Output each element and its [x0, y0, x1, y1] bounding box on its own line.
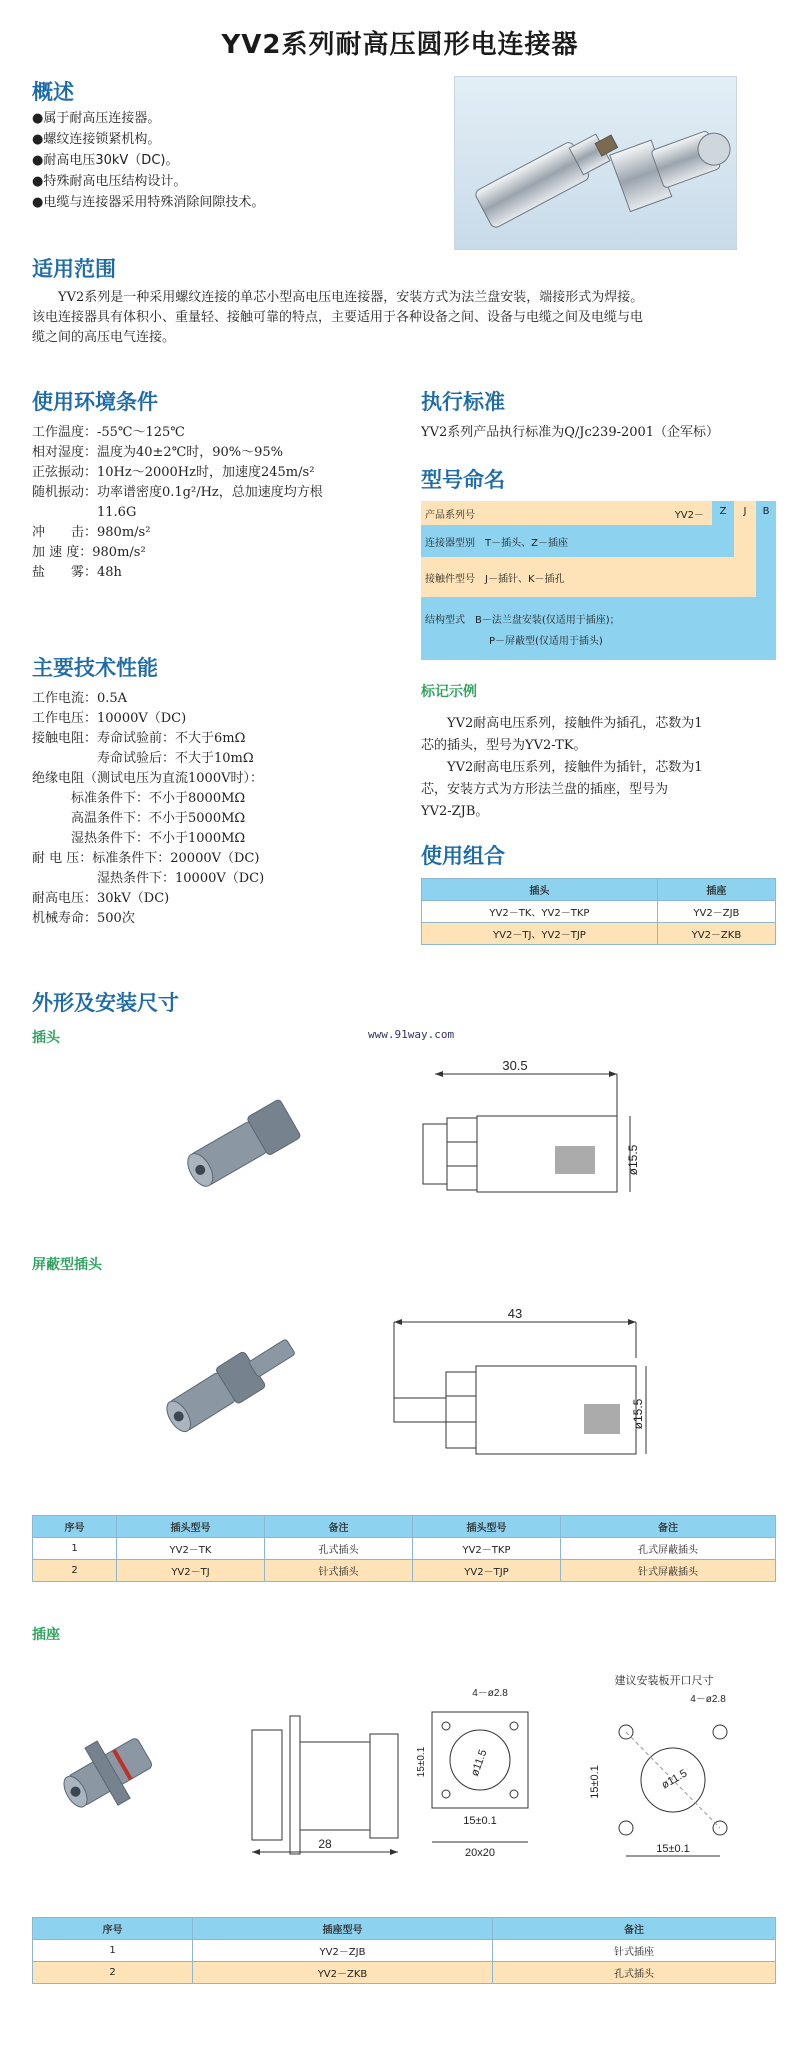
- standard-text: YV2系列产品执行标准为Q/Jc239-2001（企军标）: [421, 425, 720, 440]
- model-row-series: [421, 501, 712, 525]
- plug-dim-length: 30.5: [502, 1058, 528, 1073]
- table-cell: YV2－TJ: [117, 1560, 265, 1582]
- perf-line: 标准条件下：不小于8000MΩ: [32, 791, 246, 806]
- perf-line: 绝缘电阻（测试电压为直流1000V时）：: [32, 771, 263, 786]
- perf-line: 接触电阻：寿命试验前：不大于6mΩ: [32, 731, 246, 746]
- perf-line: 工作电流：0.5A: [32, 691, 128, 706]
- dims-heading: 外形及安装尺寸: [32, 991, 179, 1015]
- perf-line: 湿热条件下：10000V（DC): [32, 871, 265, 886]
- plug-dim-diameter: ø15.5: [626, 1144, 640, 1176]
- table-header-cell: 备注: [493, 1918, 776, 1940]
- overview-bullet: ●螺纹连接锁紧机构。: [32, 132, 161, 147]
- table-header-cell: 插座: [657, 879, 775, 901]
- env-line: 工作温度：-55℃～125℃: [32, 425, 185, 440]
- table-cell: YV2－TK、YV2－TKP: [422, 901, 658, 923]
- socket-dim-flange: 20x20: [465, 1847, 495, 1859]
- env-line: 正弦振动：10Hz～2000Hz时，加速度245m/s²: [32, 465, 315, 480]
- env-heading: 使用环境条件: [32, 390, 158, 414]
- model-code-z: Z: [712, 501, 734, 660]
- example-line: 芯的插头，型号为YV2-TK。: [421, 738, 587, 753]
- env-list: [32, 423, 412, 583]
- socket-dim-length: 28: [318, 1837, 332, 1851]
- socket-dim-bore: ø11.5: [468, 1748, 490, 1778]
- plug-drawing: [405, 1058, 640, 1210]
- perf-line: 高温条件下：不小于5000MΩ: [32, 811, 246, 826]
- table-header-cell: 插头型号: [413, 1516, 561, 1538]
- cutout-title: 建议安装板开口尺寸: [614, 1675, 714, 1687]
- plug-table: [32, 1515, 776, 1582]
- table-cell: 1: [33, 1940, 193, 1962]
- model-row-structure: [421, 597, 776, 660]
- scope-line: YV2系列是一种采用螺纹连接的单芯小型高电压电连接器，安装方式为法兰盘安装，端接形式为焊接。: [32, 290, 644, 305]
- overview-bullet: ●耐高电压30kV（DC)。: [32, 153, 179, 168]
- socket-dim-pitch-v: 15±0.1: [416, 1746, 427, 1778]
- table-cell: 2: [33, 1962, 193, 1984]
- table-header-cell: 插头型号: [117, 1516, 265, 1538]
- cutout-dim-bore: ø11.5: [659, 1767, 690, 1792]
- example-heading: 标记示例: [421, 684, 477, 700]
- perf-list: [32, 689, 412, 929]
- example-line: YV2耐高电压系列，接触件为插针，芯数为1: [421, 760, 703, 775]
- table-cell: YV2－ZJB: [193, 1940, 493, 1962]
- table-header-cell: 备注: [561, 1516, 776, 1538]
- model-naming-diagram: [421, 501, 776, 660]
- combo-table: [421, 878, 776, 945]
- table-row: [422, 923, 776, 945]
- table-header-row: [422, 879, 776, 901]
- shield-plug-3d-image: [150, 1310, 320, 1450]
- table-cell: YV2－TJP: [413, 1560, 561, 1582]
- example-line: YV2耐高电压系列，接触件为插孔，芯数为1: [421, 716, 703, 731]
- example-text: [421, 713, 781, 823]
- table-header-cell: 插座型号: [193, 1918, 493, 1940]
- model-series-prefix: YV2－: [674, 509, 704, 521]
- env-line: 随机振动：功率谱密度0.1g²/Hz，总加速度均方根: [32, 485, 323, 500]
- overview-bullet: ●属于耐高压连接器。: [32, 111, 161, 126]
- perf-line: 湿热条件下：不小于1000MΩ: [32, 831, 246, 846]
- cutout-dim-pitch-v: 15±0.1: [589, 1765, 601, 1799]
- perf-line: 工作电压：10000V（DC): [32, 711, 187, 726]
- table-cell: 针式屏蔽插头: [561, 1560, 776, 1582]
- model-code-b: B: [756, 501, 776, 660]
- table-row: [33, 1940, 776, 1962]
- shield-dim-length: 43: [507, 1306, 523, 1321]
- table-row: [33, 1560, 776, 1582]
- env-line: 盐 雾：48h: [32, 565, 122, 580]
- website-url: www.91way.com: [368, 1028, 455, 1041]
- perf-line: 机械寿命：500次: [32, 911, 135, 926]
- scope-line: 缆之间的高压电气连接。: [32, 330, 176, 345]
- page-title: YV2系列耐高压圆形电连接器: [221, 30, 579, 60]
- cutout-dim-holes: 4－ø2.8: [690, 1694, 726, 1705]
- socket-front-drawing: [410, 1682, 550, 1872]
- shield-dim-diameter: ø15.5: [631, 1398, 645, 1430]
- perf-heading: 主要技术性能: [32, 656, 158, 680]
- standard-heading: 执行标准: [421, 390, 505, 414]
- table-cell: 2: [33, 1560, 117, 1582]
- table-header-row: [33, 1516, 776, 1538]
- socket-3d-image: [40, 1700, 190, 1840]
- scope-text: [32, 288, 782, 348]
- product-photo: [454, 76, 737, 250]
- model-code-j: J: [734, 501, 756, 660]
- table-cell: 孔式插头: [265, 1538, 413, 1560]
- table-cell: YV2－ZKB: [193, 1962, 493, 1984]
- table-header-cell: 插头: [422, 879, 658, 901]
- table-cell: 孔式屏蔽插头: [561, 1538, 776, 1560]
- example-line: YV2-ZJB。: [421, 804, 489, 819]
- model-structure-line: 结构型式 B－法兰盘安装(仅适用于插座)；: [425, 614, 620, 626]
- combo-heading: 使用组合: [421, 844, 505, 868]
- model-structure-line: P－屏蔽型(仅适用于插头): [489, 635, 603, 647]
- overview-heading: 概述: [32, 80, 74, 104]
- example-line: 芯，安装方式为方形法兰盘的插座，型号为: [421, 782, 669, 797]
- scope-line: 该电连接器具有体积小、重量轻、接触可靠的特点，主要适用于各种设备之间、设备与电缆之间及电缆与电: [32, 310, 644, 325]
- shield-plug-label: 屏蔽型插头: [32, 1257, 102, 1273]
- table-cell: YV2－TJ、YV2－TJP: [422, 923, 658, 945]
- shield-plug-drawing: [388, 1306, 648, 1470]
- table-cell: 针式插座: [493, 1940, 776, 1962]
- table-cell: YV2－TKP: [413, 1538, 561, 1560]
- table-header-cell: 序号: [33, 1918, 193, 1940]
- socket-side-drawing: [250, 1690, 410, 1860]
- perf-line: 寿命试验后：不大于10mΩ: [32, 751, 254, 766]
- overview-bullet: ●电缆与连接器采用特殊消除间隙技术。: [32, 195, 265, 210]
- env-line: 11.6G: [32, 505, 137, 520]
- perf-line: 耐 电 压：标准条件下：20000V（DC): [32, 851, 260, 866]
- table-row: [422, 901, 776, 923]
- table-cell: 1: [33, 1538, 117, 1560]
- socket-table: [32, 1917, 776, 1984]
- overview-list: [32, 108, 264, 213]
- cutout-dim-pitch-h: 15±0.1: [656, 1843, 690, 1855]
- table-cell: YV2－ZKB: [657, 923, 775, 945]
- panel-cutout-drawing: [580, 1670, 750, 1875]
- model-heading: 型号命名: [421, 468, 505, 492]
- overview-bullet: ●特殊耐高电压结构设计。: [32, 174, 187, 189]
- plug-3d-image: [170, 1085, 330, 1195]
- scope-heading: 适用范围: [32, 257, 116, 281]
- socket-dim-holes: 4－ø2.8: [472, 1688, 508, 1699]
- table-cell: YV2－TK: [117, 1538, 265, 1560]
- table-header-cell: 备注: [265, 1516, 413, 1538]
- table-cell: 针式插头: [265, 1560, 413, 1582]
- env-line: 相对湿度：温度为40±2℃时，90%～95%: [32, 445, 284, 460]
- socket-dim-pitch-h: 15±0.1: [463, 1815, 497, 1827]
- table-header-cell: 序号: [33, 1516, 117, 1538]
- model-row-type: 连接器型别 T－插头、Z－插座: [421, 525, 734, 557]
- table-row: [33, 1538, 776, 1560]
- table-cell: YV2－ZJB: [657, 901, 775, 923]
- model-series-label: 产品系列号: [425, 509, 475, 521]
- plug-label: 插头: [32, 1030, 60, 1046]
- table-row: [33, 1962, 776, 1984]
- env-line: 冲 击：980m/s²: [32, 525, 151, 540]
- perf-line: 耐高电压：30kV（DC): [32, 891, 170, 906]
- table-header-row: [33, 1918, 776, 1940]
- env-line: 加 速 度：980m/s²: [32, 545, 146, 560]
- table-cell: 孔式插头: [493, 1962, 776, 1984]
- socket-label: 插座: [32, 1627, 60, 1643]
- model-row-contact: 接触件型号 J－插针、K－插孔: [421, 557, 756, 597]
